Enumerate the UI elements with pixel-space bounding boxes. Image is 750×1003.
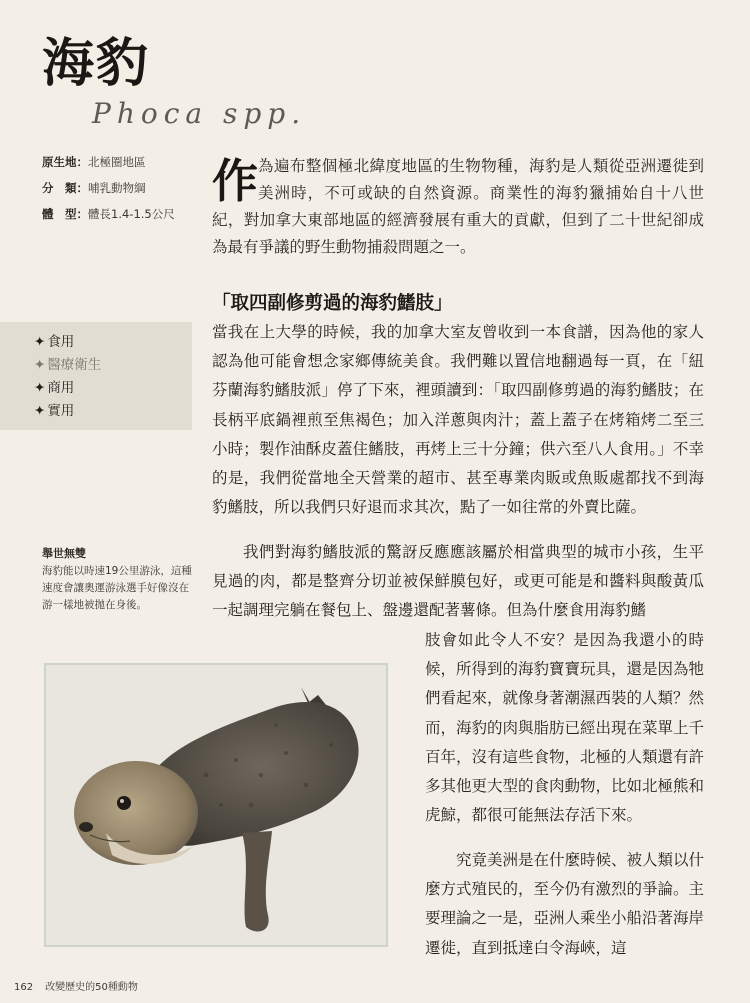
star-icon: ✦ bbox=[34, 403, 46, 419]
seal-illustration bbox=[46, 665, 386, 945]
seal-photo bbox=[44, 663, 388, 947]
fact-key: 原生地： bbox=[42, 155, 88, 169]
body-paragraph-4: 究竟美洲是在什麼時候、被人類以什麼方式殖民的，至今仍有激烈的爭論。主要理論之一是，亞洲人乘坐小船沿著海岸遷徙，直到抵達白令海峽，這 bbox=[425, 851, 705, 957]
fact-value: 哺乳動物綱 bbox=[88, 181, 146, 195]
body-paragraph-2: 我們對海豹鰭肢派的驚訝反應應該屬於相當典型的城市小孩，生平見過的肉，都是整齊分切並被保鮮膜包好，或更可能是和醬料與酸黃瓜一起調理完躺在餐包上、盤邊還配著薯條。但為什麼食用海豹鰭 bbox=[212, 543, 704, 620]
body-paragraph-3: 肢會如此令人不安？是因為我還小的時候，所得到的海豹寶寶玩具，還是因為牠們看起來，就像身著潮濕西裝的人類？然而，海豹的肉與脂肪已經出現在菜單上千百年，沒有這些食物，北極的人類還有許多其他更大型的食肉動物，比如北極熊和虎鯨，都很可能無法存活下來。 bbox=[425, 631, 705, 825]
tag-label: 醫療衛生 bbox=[47, 357, 102, 373]
intro-paragraph bbox=[212, 153, 704, 261]
tag-label: 商用 bbox=[47, 380, 75, 396]
usage-tag-box bbox=[0, 322, 192, 430]
drop-cap: 作 bbox=[212, 154, 258, 208]
tag-practical bbox=[34, 405, 74, 419]
star-icon: ✦ bbox=[34, 334, 46, 350]
page-title: 海豹 bbox=[42, 33, 151, 94]
latin-name: Phoca spp. bbox=[92, 97, 307, 130]
fact-list bbox=[42, 154, 175, 232]
intro-text: 為遍布整個極北緯度地區的生物物種，海豹是人類從亞洲遷徙到美洲時，不可或缺的自然資源。商業性的海豹獵捕始自十八世紀，對加拿大東部地區的經濟發展有重大的貢獻，但到了二十世紀卻成為最有爭議的野生動物捕殺問題之一。 bbox=[212, 157, 704, 256]
tag-commercial bbox=[34, 382, 74, 396]
page-number: 162 bbox=[14, 982, 34, 993]
fact-origin bbox=[42, 154, 175, 180]
star-icon: ✦ bbox=[34, 357, 46, 373]
fact-key: 體 型： bbox=[42, 207, 88, 221]
tag-food bbox=[34, 336, 74, 350]
tag-label: 食用 bbox=[47, 334, 75, 350]
page-footer bbox=[14, 978, 138, 993]
body-paragraph-1: 當我在上大學的時候，我的加拿大室友曾收到一本食譜，因為他的家人認為他可能會想念家鄉傳統美食。我們難以置信地翻過每一頁，在「紐芬蘭海豹鰭肢派」停了下來，裡頭讀到：「取四副修剪過的海豹鰭肢；在長柄平底鍋裡煎至焦褐色；加入洋蔥與肉汁；蓋上蓋子在烤箱烤二至三小時；製作油酥皮蓋住鰭肢，再烤上三十分鐘；供六至八人食用。」不幸的是，我們從當地全天營業的超市、甚至專業肉販或魚販處都找不到海豹鰭肢，所以我們只好退而求其次，點了一如往常的外賣比薩。 bbox=[212, 323, 704, 517]
star-icon: ✦ bbox=[34, 380, 46, 396]
sidebar-note-text: 海豹能以時速19公里游泳，這種速度會讓奧運游泳選手好像沒在游一樣地被拋在身後。 bbox=[42, 565, 192, 611]
fact-classification bbox=[42, 180, 175, 206]
section-heading: 「取四副修剪過的海豹鰭肢」 bbox=[212, 293, 453, 314]
fact-value: 北極圈地區 bbox=[88, 155, 146, 169]
tag-label: 實用 bbox=[47, 403, 75, 419]
sidebar-note-title: 舉世無雙 bbox=[42, 547, 86, 560]
fact-value: 體長1.4-1.5公尺 bbox=[88, 207, 175, 221]
tag-medical bbox=[34, 359, 101, 373]
fact-key: 分 類： bbox=[42, 181, 88, 195]
fact-size bbox=[42, 206, 175, 232]
book-title: 改變歷史的50種動物 bbox=[45, 982, 138, 993]
